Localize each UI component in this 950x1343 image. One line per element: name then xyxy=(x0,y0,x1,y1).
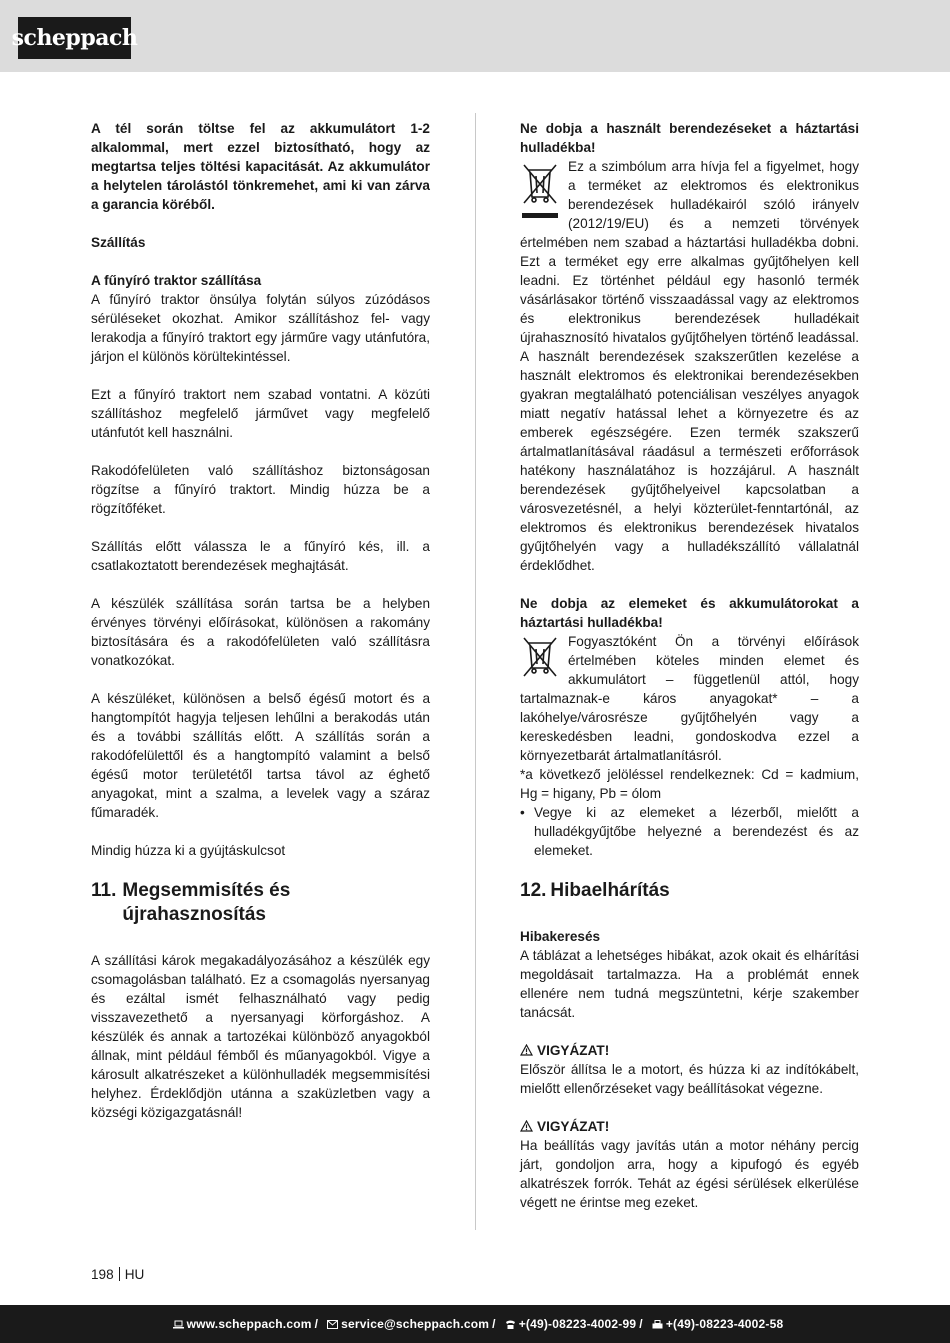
section-title: Hibaelhárítás xyxy=(550,880,670,901)
battery-disposal-heading: Ne dobja az elemeket és akkumulátorokat a háztartási hulladékba! xyxy=(520,596,859,630)
fax-icon xyxy=(652,1320,663,1329)
section-title: Megsemmisítés és újrahasznosítás xyxy=(122,880,291,925)
paragraph: A készülék szállítása során tartsa be a helyben érvényes törvényi előírásokat, különösen a rakomány biztosítására és a rakodófelületen való szállításra vonatkozókat. xyxy=(91,596,430,668)
website-link[interactable]: www.scheppach.com xyxy=(186,1317,312,1331)
section-11-heading xyxy=(91,879,430,927)
section-12-heading xyxy=(520,879,859,903)
left-column xyxy=(91,119,430,1122)
paragraph: Rakodófelületen való szállításhoz biztonságosan rögzítse a fűnyíró traktort. Mindig húzza be a rögzítőféket. xyxy=(91,463,430,516)
weee-text: Ez a szimbólum arra hívja fel a figyelmet, hogy a terméket az elektromos és elektronikus berendezések hulladékairól szóló irányelv (2012/19/EU) és a nemzeti törvények értelmében nem szabad a háztartási hulladékba dobni. Ezt a terméket egy erre alkalmas gyűjtőhelyen kell leadni. Ez történhet például egy hasonló termék vásárlásakor történő visszaadással vagy az elektromos és elektronikus berendezések hulladékait újrahasznosító hivatalos gyűjtőhelyen történő leadással. A használt berendezések szakszerűtlen kezelése a használt elektromos és elektronikai berendezésekben gyakran megtalálható potenciálisan veszélyes anyagok miatt negatív hatással lehet a környezetre és az emberek egészségére. Ezen termék szakszerű ártalmatlanításával ráadásul a természeti erőforrások hatékony használatához is hozzájárul. A használt berendezések gyűjtőhelyeivel kapcsolatban a városvezetésnél, a helyi közterület-fenntartónál, az elektromos és elektronikus berendezések hivatalos gyűjtőhelyén vagy a hulladékszállító vállalatnál érdeklődhet. xyxy=(520,159,859,573)
crossed-out-bin-icon xyxy=(520,161,560,221)
weee-block xyxy=(520,157,859,575)
phone-number: +(49)-08223-4002-99 xyxy=(518,1317,637,1331)
paragraph: A szállítási károk megakadályozásához a készülék egy csomagolásban található. Ez a csomagolás nyersanyag és ezáltal ismét felhasználható vagy pedig visszavezethető a nyersanyagi körforgáshoz. A készülék és annak a tartozékai különböző anyagokból állnak, mint például fémből és műanyagokból. Vigye a károsult alkatrészeket a különhulladék megsemmisítési helyhez. Érdeklődjön utánna a szaküzletben vagy a községi közigazgatásnál! xyxy=(91,953,430,1120)
warning-label-text: VIGYÁZAT! xyxy=(537,1043,610,1058)
separator: / xyxy=(639,1317,643,1331)
paragraph: A fűnyíró traktor önsúlya folytán súlyos zúzódásos sérüléseket okozhat. Amikor szállításhoz fel- vagy lerakodja a fűnyíró traktort egy járműre vagy utánfutóra, járjon el különös körültekintéssel. xyxy=(91,292,430,364)
warning-triangle-icon xyxy=(520,1120,533,1132)
section-number: 12. xyxy=(520,880,547,901)
warning-label-text: VIGYÁZAT! xyxy=(537,1119,610,1134)
paragraph: Ezt a fűnyíró traktort nem szabad vontatni. A közúti szállításhoz megfelelő járművet vagy megfelelő utánfutót kell használni. xyxy=(91,387,430,440)
language-code: HU xyxy=(124,1267,145,1282)
laptop-icon xyxy=(173,1320,184,1329)
brand-logo: scheppach xyxy=(18,17,131,59)
separator: / xyxy=(492,1317,496,1331)
bullet-symbol: • xyxy=(520,805,525,820)
email-icon xyxy=(327,1320,338,1329)
battery-block xyxy=(520,632,859,765)
weee-heading: Ne dobja a használt berendezéseket a háztartási hulladékba! xyxy=(520,121,859,155)
list-item xyxy=(520,803,859,860)
warning-label xyxy=(520,1117,859,1136)
troubleshooting-heading: Hibakeresés xyxy=(520,929,601,944)
separator: / xyxy=(314,1317,319,1331)
header-bar xyxy=(0,0,950,72)
warning-label xyxy=(520,1041,859,1060)
warning-text: Először állítsa le a motort, és húzza ki az indítókábelt, mielőtt ellenőrzéseket vagy beállításokat végezne. xyxy=(520,1062,859,1096)
transport-heading: Szállítás xyxy=(91,235,146,250)
email-link[interactable]: service@scheppach.com xyxy=(341,1317,490,1331)
section-number: 11. xyxy=(91,880,117,901)
right-column xyxy=(520,119,859,1212)
warning-triangle-icon xyxy=(520,1044,533,1056)
battery-note: *a következő jelöléssel rendelkeznek: Cd = kadmium, Hg = higany, Pb = ólom xyxy=(520,767,859,801)
tractor-transport-heading: A fűnyíró traktor szállítása xyxy=(91,273,262,288)
battery-disposal-text: Fogyasztóként Ön a törvényi előírások értelmében köteles minden elemet és akkumulátort – függetlenül attól, hogy tartalmaznak-e káros anyagokat* – a lakóhelye/városrésze gyűjtőhelyén vagy a kereskedésben leadni, gondoskodva ezzel a környezetbarát ártalmatlanításról. xyxy=(520,634,859,763)
troubleshooting-text: A táblázat a lehetséges hibákat, azok okait és elhárítási megoldásait tartalmazza. Ha a problémát ennek ellenére nem tudná megszüntetni, kérje szakember tanácsát. xyxy=(520,948,859,1020)
page-number xyxy=(91,1265,144,1284)
warning-text: Ha beállítás vagy javítás után a motor néhány percig járt, gondoljon arra, hogy a kipufogó és egyéb alkatrészek forrók. Tehát az égési sérülések elkerülése végett ne érintse meg ezeket. xyxy=(520,1138,859,1210)
phone-icon xyxy=(505,1320,516,1329)
paragraph: A készüléket, különösen a belső égésű motort és a hangtompítót hagyja teljesen lehűlni a berakodás után és a további szállítás előtt. A szállítás során a rakodófelülettől és a hangtompító valamint a belső égésű motor területétől tartsa távol az éghető anyagokat, mint a szalma, a levelek vagy a száraz fűmaradék. xyxy=(91,691,430,820)
footer-bar xyxy=(0,1305,950,1343)
column-divider xyxy=(475,113,476,1230)
paragraph: Szállítás előtt válassza le a fűnyíró kés, ill. a csatlakoztatott berendezések meghajtását. xyxy=(91,539,430,573)
battery-winter-note: A tél során töltse fel az akkumulátort 1-2 alkalommal, mert ezzel biztosítható, hogy az megtartsa teljes töltési kapacitását. Az akkumulátor a helytelen tárolástól tönkremehet, ami ki van zárva a garancia köréből. xyxy=(91,121,430,212)
fax-number: +(49)-08223-4002-58 xyxy=(665,1317,784,1331)
list-item-text: Vegye ki az elemeket a lézerből, mielőtt a hulladékgyűjtőbe helyezné a berendezést és az elemeket. xyxy=(534,805,859,858)
page-number-value: 198 xyxy=(91,1267,114,1282)
paragraph: Mindig húzza ki a gyújtáskulcsot xyxy=(91,843,286,858)
crossed-out-bin-icon xyxy=(520,636,560,678)
